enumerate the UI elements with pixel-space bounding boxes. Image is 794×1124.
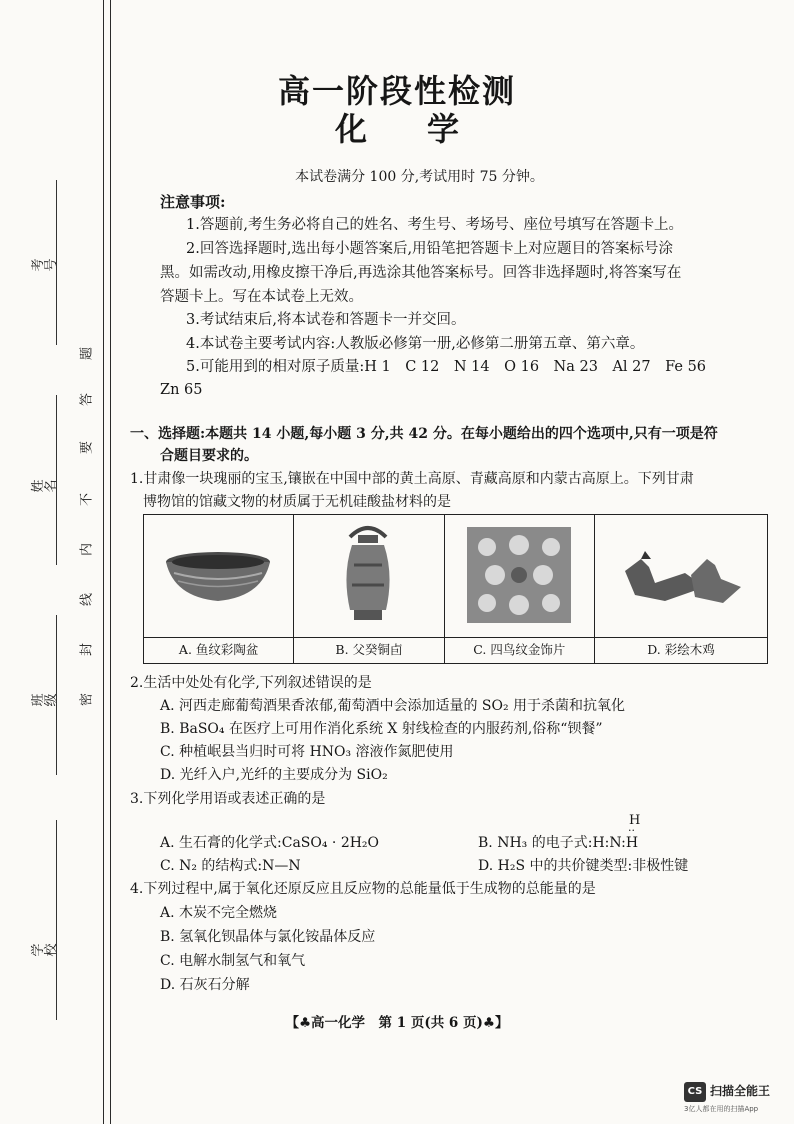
pottery-basin-image [144,515,293,638]
note-item: 答题卡上。写在本试卷上无效。 [160,289,363,305]
artifact-cell-b[interactable] [294,515,444,663]
seal-char: 不 [79,493,95,507]
question-2-option[interactable]: B. BaSO₄ 在医疗上可用作消化系统 X 射线检查的内服药剂,俗称“钡餐” [160,721,603,737]
section-heading: 一、选择题:本题共 14 小题,每小题 3 分,共 42 分。在每小题给出的四个选项中,只有一项是符 [130,426,718,442]
question-3-option-a[interactable]: A. 生石膏的化学式:CaSO₄ · 2H₂O [160,835,380,851]
option-c-caption: C. 四鸟纹金饰片 [473,642,566,657]
scanner-app-tagline: 3亿人都在用的扫描App [684,1105,759,1113]
question-4-option[interactable]: D. 石灰石分解 [160,977,250,993]
note-item: 5.可能用到的相对原子质量:H 1 C 12 N 14 O 16 Na 23 Al 27 Fe 56 [186,359,707,375]
option-b-prefix: B. NH₃ 的电子式: [478,835,593,851]
question-2-option[interactable]: A. 河西走廊葡萄酒果香浓郁,葡萄酒中会添加适量的 SO₂ 用于杀菌和抗氧化 [160,698,626,714]
scanner-logo-icon: CS [684,1082,706,1102]
name-label: 姓名 [31,479,59,493]
option-d-caption: D. 彩绘木鸡 [647,642,715,657]
seal-char: 内 [79,543,95,557]
question-2-stem: 2.生活中处处有化学,下列叙述错误的是 [130,675,372,691]
artifact-cell-c[interactable] [445,515,595,663]
note-item: 3.考试结束后,将本试卷和答题卡一并交回。 [186,312,466,328]
seal-char: 要 [79,441,95,455]
seal-char: 线 [79,593,95,607]
seal-char: 题 [79,347,95,361]
artifact-cell-a[interactable] [144,515,294,663]
note-item: 4.本试卷主要考试内容:人教版必修第一册,必修第二册第五章、第六章。 [186,336,645,352]
school-line[interactable] [56,820,57,1020]
question-4-option[interactable]: C. 电解水制氢气和氧气 [160,953,306,969]
school-label: 学校 [31,943,59,957]
artifact-cell-d[interactable] [595,515,767,663]
gold-plaque-image [445,515,594,638]
name-line[interactable] [56,395,57,565]
seal-char: 密 [79,693,95,707]
wooden-chicken-image [595,515,767,638]
question-3-option-d[interactable]: D. H₂S 中的共价键类型:非极性键 [478,858,689,874]
section-heading-cont: 合题目要求的。 [160,448,258,464]
question-3-stem: 3.下列化学用语或表述正确的是 [130,791,326,807]
subject-title: 化学 [334,110,519,148]
class-line[interactable] [56,615,57,775]
option-a-caption: A. 鱼纹彩陶盆 [178,642,259,657]
question-1-stem: 1.甘肃像一块瑰丽的宝玉,镶嵌在中国中部的黄土高原、青藏高原和内蒙古高原上。下列甘肃 [130,471,694,487]
seal-char: 封 [79,643,95,657]
electron-formula-top-h: H [629,813,641,828]
exam-info: 本试卷满分 100 分,考试用时 75 分钟。 [295,169,544,185]
exam-title: 高一阶段性检测 [277,72,516,110]
question-1-stem-cont: 博物馆的馆藏文物的材质属于无机硅酸盐材料的是 [143,494,451,510]
class-label: 班级 [31,693,59,707]
question-4-option[interactable]: B. 氢氧化钡晶体与氯化铵晶体反应 [160,929,376,945]
artifact-table [143,514,768,664]
electron-formula: H:N:H [592,835,639,851]
note-item: 黑。如需改动,用橡皮擦干净后,再选涂其他答案标号。回答非选择题时,将答案写在 [160,265,682,281]
question-4-option[interactable]: A. 木炭不完全燃烧 [160,905,278,921]
exam-no-label: 考号 [31,258,59,272]
note-item: 2.回答选择题时,选出每小题答案后,用铅笔把答题卡上对应题目的答案标号涂 [186,241,674,257]
notes-heading: 注意事项: [160,193,226,211]
scanner-app-name: 扫描全能王 [710,1084,771,1098]
note-item: Zn 65 [160,382,203,398]
question-3-option-c[interactable]: C. N₂ 的结构式:N—N [160,858,301,874]
question-2-option[interactable]: C. 种植岷县当归时可将 HNO₃ 溶液作氮肥使用 [160,744,454,760]
question-2-option[interactable]: D. 光纤入户,光纤的主要成分为 SiO₂ [160,767,388,783]
question-4-stem: 4.下列过程中,属于氧化还原反应且反应物的总能量低于生成物的总能量的是 [130,881,596,897]
bronze-you-image [294,515,443,638]
page-footer: 【♣高一化学 第 1 页(共 6 页)♣】 [285,1015,509,1031]
note-item: 1.答题前,考生务必将自己的姓名、考生号、考场号、座位号填写在答题卡上。 [186,217,683,233]
electron-formula-dots: ·· [628,824,635,837]
seal-char: 答 [79,393,95,407]
question-3-option-b[interactable] [478,834,638,852]
option-b-caption: B. 父癸铜卣 [335,642,403,657]
exam-no-line[interactable] [56,180,57,345]
